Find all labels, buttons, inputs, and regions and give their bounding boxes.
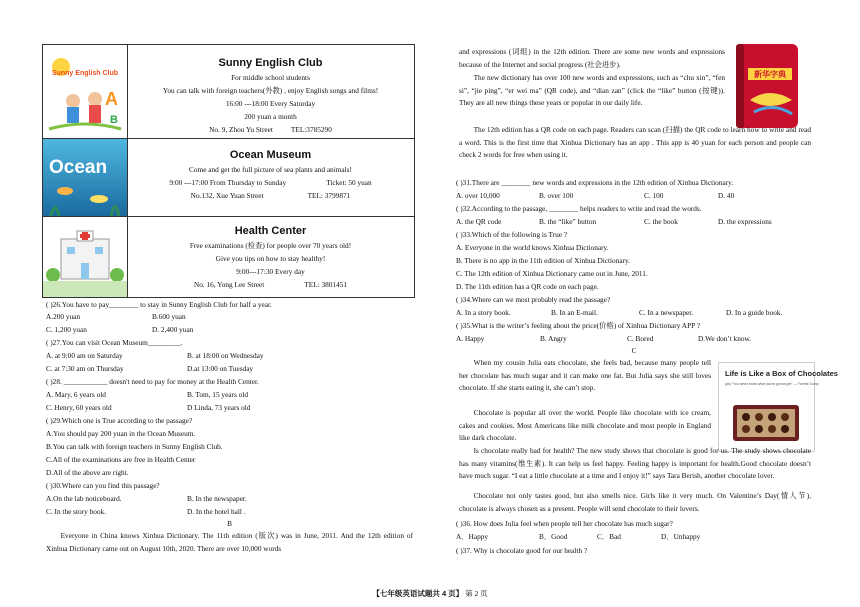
option-d: D. 40 bbox=[718, 191, 735, 200]
footer-page-number: 第 2 页 bbox=[465, 589, 488, 598]
option-a: A. over 10,000 bbox=[456, 191, 500, 200]
option-b: B. the “like” button bbox=[539, 217, 597, 226]
ad-address: No. 16, Yong Lee Street bbox=[193, 280, 265, 289]
option-d: D. In the hotel hall . bbox=[187, 507, 246, 516]
option-d: D. The 11th edition has a QR code on each page. bbox=[456, 282, 599, 291]
passage-b-p2: The new dictionary has over 100 new words and expressions, such as “chu xin”, “fen si”, “jie ping”, “er wei ma” (QR code), and “dian zan” (click the “like” button (按键)). They are all new things these years or popular in our daily life. bbox=[459, 73, 725, 108]
ad-line: 16:00 ---18:00 Every Saturday bbox=[225, 99, 316, 108]
passage-b-p3: The 12th edition has a QR code on each page. Readers can scan (扫描) the QR code to learn how to write and read a word. This is the first time that Xinhua Dictionary has an app . This app is 40 yuan for each person and people can check 2 words for free when using it. bbox=[459, 125, 811, 160]
option-c: C. the book bbox=[644, 217, 678, 226]
option-b: B. In an E-mail. bbox=[551, 308, 598, 317]
ad-sunny-english-club bbox=[43, 45, 414, 139]
ad-line: 9:00---17:30 Every day bbox=[236, 267, 305, 276]
question-30: ( )30.Where can you find this passage? bbox=[46, 481, 160, 490]
option-c: C. The 12th edition of Xinhua Dictionary came out in June, 2011. bbox=[456, 269, 648, 278]
sunny-club-picture bbox=[43, 45, 128, 138]
option-a: A. Everyone in the world knows Xinhua Dictionary. bbox=[456, 243, 609, 252]
question-35: ( )35.What is the writer’s feeling about the price(价格) of Xinhua Dictionary APP ? bbox=[456, 321, 700, 330]
ad-line: Free examinations (检查) for people over 70 years old! bbox=[189, 241, 352, 250]
option-b: B．Good bbox=[539, 532, 568, 541]
option-d: D.All of the above are right. bbox=[46, 468, 129, 477]
option-a: A. the QR code bbox=[456, 217, 502, 226]
passage-c-p1: When my cousin Julia eats chocolate, she feels bad, because many people tell her chocolate has much sugar and it can make one fat. But Julia says she still loves chocolate. If she starts eating it, she can’t stop. bbox=[459, 358, 711, 393]
ad-tel: TEL:3785290 bbox=[290, 125, 332, 134]
option-b: B. There is no app in the 11th edition of Xinhua Dictionary. bbox=[456, 256, 631, 265]
chocolate-picture-quote: (as) “You never know what you’re gonna get” — Forrest Gump bbox=[725, 382, 819, 386]
ocean-museum-picture bbox=[43, 139, 128, 216]
option-d: D.at 13:00 on Tuesday bbox=[187, 364, 254, 373]
ad-title: Sunny English Club bbox=[218, 57, 323, 69]
ad-title: Ocean Museum bbox=[229, 149, 312, 161]
option-b: B. Angry bbox=[540, 334, 567, 343]
option-a: A.On the lab noticeboard. bbox=[46, 494, 122, 503]
option-c: C．Bad bbox=[597, 532, 621, 541]
ad-ocean-museum bbox=[43, 139, 414, 217]
ads-table bbox=[42, 44, 415, 298]
question-28: ( )28. ____________ doesn't need to pay for money at the Health Center. bbox=[46, 377, 259, 386]
health-center-picture bbox=[43, 217, 128, 297]
option-c: C.All of the examinations are free in Health Center bbox=[46, 455, 196, 464]
option-d: D Linda, 73 years old bbox=[187, 403, 251, 412]
dictionary-cover-title: 新华字典 bbox=[754, 70, 786, 79]
ad-address: No. 9, Zhou Yu Street bbox=[209, 125, 273, 134]
chocolate-box-picture bbox=[718, 362, 838, 452]
ad-ticket: Ticket: 50 yuan bbox=[326, 178, 372, 187]
footer-total-pages: 【七年级英语试题共 4 页】 bbox=[372, 589, 464, 598]
ocean-caption: Ocean bbox=[49, 157, 108, 178]
option-d: D．Unhappy bbox=[661, 532, 701, 541]
sunny-club-caption: Sunny English Club bbox=[51, 70, 119, 77]
ad-tel: TEL: 3801451 bbox=[304, 280, 348, 289]
option-c: C. at 7:30 am on Thursday bbox=[46, 364, 124, 373]
option-c: C. Bored bbox=[627, 334, 654, 343]
question-26: ( )26.You have to pay________ to stay in Sunny English Club for half a year. bbox=[46, 300, 272, 309]
option-b: B. Tom, 15 years old bbox=[187, 390, 248, 399]
option-a: A.200 yuan bbox=[46, 312, 81, 321]
passage-b-start: Everyone in China knows Xinhua Dictionary. The 11th edition (版次) was in June, 2011. And the 12th edition of Xinhua Dictionary came out on August 10th, 2020. There are over 10,000 words bbox=[46, 531, 413, 553]
option-a: A. at 9:00 am on Saturday bbox=[46, 351, 123, 360]
section-b-label: B bbox=[227, 519, 232, 528]
passage-c-p3: Is chocolate really bad for health? The new study shows that chocolate is good for us. The study shows chocolate has many vitamins(维生素). It can help us feel happy. Feeling happy is important for health.Good chocolate doesn’t have much sugar. “I eat a little chocolate at a time and I enjoy it!” says Tara Berish, another chocolate lover. bbox=[459, 446, 811, 481]
option-b: B. In the newspaper. bbox=[187, 494, 247, 503]
passage-c-p4: Chocolate not only tastes good, but also smells nice. Girls like it very much. On Valentine’s Day(情人节), chocolate is always chosen as a present. People will send chocolate to their lovers. bbox=[459, 491, 811, 513]
ad-time: 9:00 ---17:00 From Thursday to Sunday bbox=[169, 178, 287, 187]
option-d: D. the expressions bbox=[718, 217, 772, 226]
option-c: C. In a newspaper. bbox=[639, 308, 694, 317]
dictionary-cover-picture bbox=[730, 40, 804, 132]
page-footer bbox=[0, 588, 860, 599]
ad-tel: TEL: 3799871 bbox=[307, 191, 351, 200]
option-d: D. In a guide book. bbox=[726, 308, 783, 317]
option-d: D.We don’t know. bbox=[698, 334, 752, 343]
option-a: A. In a story book. bbox=[456, 308, 511, 317]
ad-line: Come and get the full picture of sea plants and animals! bbox=[189, 165, 352, 174]
option-b: B. over 100 bbox=[539, 191, 574, 200]
question-36: ( )36. How does Julia feel when people tell her chocolate has much sugar? bbox=[456, 519, 673, 528]
ad-address: No.132, Xue Yuan Street bbox=[190, 191, 264, 200]
question-32: ( )32.According to the passage, ________ helps readers to write and read the words. bbox=[456, 204, 702, 213]
svg-text:B: B bbox=[110, 114, 118, 126]
option-c: C. 1,200 yuan bbox=[46, 325, 87, 334]
option-a: A.You should pay 200 yuan in the Ocean Museum. bbox=[46, 429, 196, 438]
option-b: B.600 yuan bbox=[152, 312, 186, 321]
option-d: D. 2,400 yuan bbox=[152, 325, 194, 334]
option-c: C. Henry, 60 years old bbox=[46, 403, 112, 412]
chocolate-picture-title: Life is Like a Box of Chocolates bbox=[725, 369, 838, 378]
ad-line: For middle school students bbox=[231, 73, 310, 82]
question-29: ( )29.Which one is True according to the passage? bbox=[46, 416, 193, 425]
question-31: ( )31.There are ________ new words and expressions in the 12th edition of Xinhua Dictionary. bbox=[456, 178, 734, 187]
ad-title: Health Center bbox=[234, 225, 307, 237]
question-33: ( )33.Which of the following is True ? bbox=[456, 230, 568, 239]
option-a: A．Happy bbox=[456, 532, 489, 541]
option-b: B. at 18:00 on Wednesday bbox=[187, 351, 264, 360]
passage-b-p1: and expressions (词组) in the 12th edition. There are some new words and expressions because of the Internet and social progress (社会进步). bbox=[459, 47, 725, 69]
option-b: B.You can talk with foreign teachers in Sunny English Club. bbox=[46, 442, 223, 451]
question-37: ( )37. Why is chocolate good for our health ? bbox=[456, 546, 588, 555]
option-a: A. Happy bbox=[456, 334, 485, 343]
section-c-label: C bbox=[631, 346, 637, 355]
ad-line: 200 yuan a month bbox=[244, 112, 297, 121]
option-c: C. 100 bbox=[644, 191, 664, 200]
svg-text:A: A bbox=[105, 89, 118, 109]
ad-health-center bbox=[43, 217, 414, 297]
question-34: ( )34.Where can we most probably read the passage? bbox=[456, 295, 611, 304]
passage-c-p2: Chocolate is popular all over the world. People like chocolate with ice cream, cakes and cookies. Most Americans like milk chocolate and most people in England like dark chocolate. bbox=[459, 408, 711, 443]
option-c: C. In the story book. bbox=[46, 507, 106, 516]
option-a: A. Mary, 6 years old bbox=[46, 390, 106, 399]
ad-line: Give you tips on how to stay healthy! bbox=[215, 254, 326, 263]
question-27: ( )27.You can visit Ocean Museum_________. bbox=[46, 338, 183, 347]
ad-line: You can talk with foreign teachers(外教) , enjoy English songs and films! bbox=[162, 86, 379, 95]
